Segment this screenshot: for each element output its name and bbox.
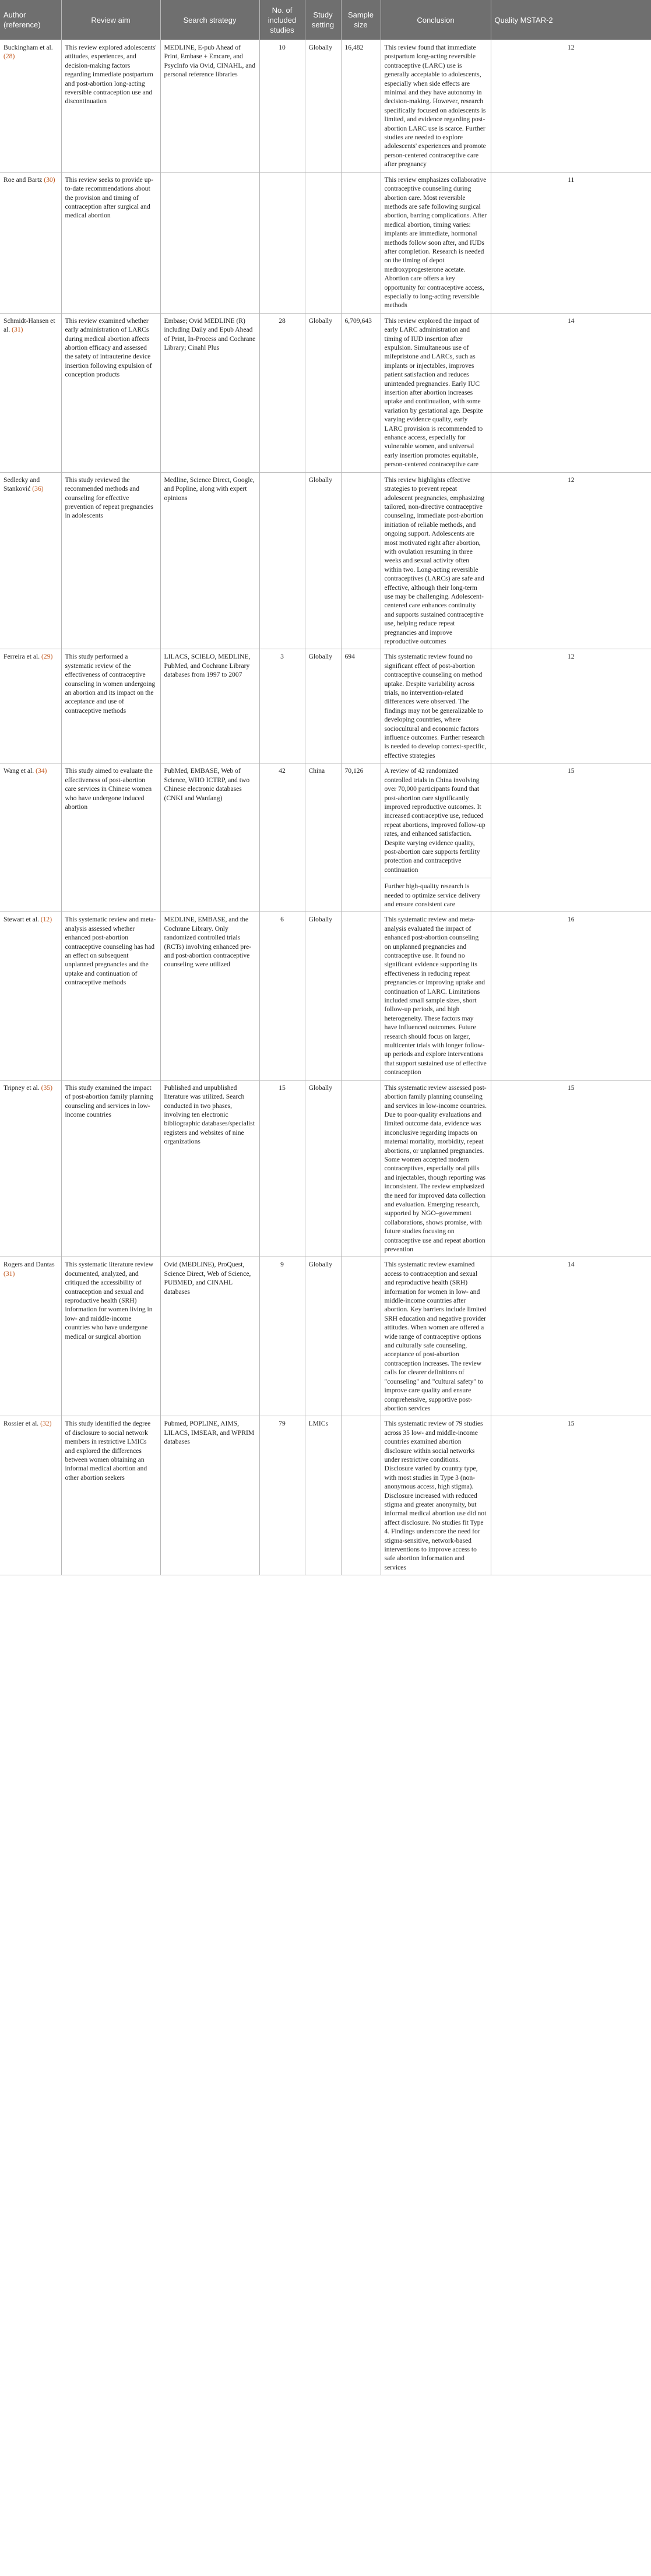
- cell-conclusion: This systematic review assessed post-abortion family planning counseling and services in low-income countries. Due to poor-quality evaluations and limited outcome data, evidence was inconclusive regarding impacts on maternal mortality, morbidity, repeat abortions, or unplanned pregnancies. Some women accepted modern contraceptives, especially oral pills and injectables, though reporting was inconsistent. The review emphasized the need for improved data collection and evaluation. Emerging research, supported by NGO–government collaborations, shows promise, with future studies focusing on contraceptive use and repeat abortion prevention: [381, 1080, 491, 1257]
- cell-aim: This study identified the degree of disclosure to social network members in restrictive LMICs and explored the differences between women obtaining an informal medical abortion and other abortion seekers: [61, 1416, 160, 1575]
- cell-sample: [341, 912, 381, 1080]
- cell-aim: This study performed a systematic review of the effectiveness of contraceptive counseling in women undergoing an abortion and its impact on the acceptance and use of contraceptive methods: [61, 649, 160, 763]
- author-name: Tripney et al.: [3, 1083, 40, 1092]
- cell-aim: This review examined whether early administration of LARCs during medical abortion affects abortion efficacy and assessed the safety of intrauterine device insertion following expulsion of conception products: [61, 313, 160, 472]
- cell-conclusion: This systematic review and meta-analysis evaluated the impact of enhanced post-abortion counseling on unplanned pregnancies and contraceptive use. It found no significant evidence supporting its effectiveness in reducing repeat pregnancies or improving uptake and continuation of LARC. Limitations included small sample sizes, short follow-up periods, and high heterogeneity. These factors may have influenced outcomes. Future research should focus on larger, multicenter trials with longer follow-up periods and explore interventions that support sustained use of effective contraception: [381, 912, 491, 1080]
- cell-author: [0, 763, 61, 912]
- cell-setting: LMICs: [305, 1416, 341, 1575]
- cell-studies: 28: [259, 313, 305, 472]
- table-row: [0, 912, 651, 1080]
- cell-conclusion: This systematic review examined access to contraception and sexual and reproductive health (SRH) information for women in low- and middle-income countries after abortion. Key barriers include limited SRH education and negative provider attitudes. When women are offered a wide range of contraceptive options and culturally safe counseling, acceptance of post-abortion contraception increases. The review calls for clearer definitions of "counseling" and "cultural safety" to improve care quality and ensure comprehensive, supportive post-abortion services: [381, 1257, 491, 1416]
- header-author: Author (reference): [0, 0, 61, 40]
- cell-quality: 11: [491, 172, 651, 313]
- conclusion-note: Further high-quality research is needed to optimize service delivery and ensure consistent care: [381, 878, 491, 909]
- cell-sample: 694: [341, 649, 381, 763]
- table-header: [0, 0, 651, 40]
- table-body: [0, 40, 651, 1575]
- cell-setting: Globally: [305, 40, 341, 173]
- cell-strategy: PubMed, EMBASE, Web of Science, WHO ICTRP, and two Chinese electronic databases (CNKI and Wanfang): [160, 763, 259, 912]
- cell-strategy: MEDLINE, E-pub Ahead of Print, Embase + Emcare, and PsycInfo via Ovid, CINAHL, and personal reference libraries: [160, 40, 259, 173]
- cell-quality: 14: [491, 313, 651, 472]
- cell-strategy: [160, 172, 259, 313]
- cell-author: [0, 172, 61, 313]
- reference-link[interactable]: (36): [32, 485, 44, 493]
- cell-author: [0, 912, 61, 1080]
- table-row: [0, 1416, 651, 1575]
- cell-conclusion: This systematic review found no significant effect of post-abortion contraceptive counseling on method uptake. Despite variability across trials, no intervention-related differences were observed. The findings may not be generalizable to developing countries, where sociocultural and economic factors influence outcomes. Further research is needed to develop context-specific, effective strategies: [381, 649, 491, 763]
- table-row: [0, 172, 651, 313]
- cell-sample: [341, 172, 381, 313]
- header-studies: No. of included studies: [259, 0, 305, 40]
- header-conclusion: Conclusion: [381, 0, 491, 40]
- cell-conclusion: [381, 763, 491, 912]
- cell-author: [0, 40, 61, 173]
- cell-author: [0, 1416, 61, 1575]
- table-row: [0, 1257, 651, 1416]
- cell-sample: [341, 1416, 381, 1575]
- cell-conclusion: This review explored the impact of early LARC administration and timing of IUD insertion after expulsion. Simultaneous use of mifepristone and LARCs, such as implants or injectables, improves patient satisfaction and reduces unintended pregnancies. Early IUC insertion after abortion increases uptake and continuation, with some variation by gestational age. Despite varying evidence quality, early LARC provision is recommended to enhance access, especially for vulnerable women, and universal early insertion promotes equitable, person-centered contraceptive care: [381, 313, 491, 472]
- header-strategy: Search strategy: [160, 0, 259, 40]
- cell-setting: [305, 172, 341, 313]
- cell-quality: 12: [491, 472, 651, 649]
- cell-conclusion: This systematic review of 79 studies across 35 low- and middle-income countries examined abortion disclosure within social networks under restrictive conditions. Disclosure varied by country type, with most studies in Type 3 (non-anonymous access, high stigma). Disclosure increased with reduced stigma and greater anonymity, but informal medical abortion use did not affect disclosure. No studies fit Type 4. Findings underscore the need for stigma-sensitive, network-based interventions to improve access to safe abortion information and services: [381, 1416, 491, 1575]
- table-row: [0, 1080, 651, 1257]
- cell-studies: 9: [259, 1257, 305, 1416]
- cell-quality: 12: [491, 649, 651, 763]
- cell-author: [0, 649, 61, 763]
- cell-studies: [259, 172, 305, 313]
- cell-sample: 16,482: [341, 40, 381, 173]
- cell-setting: Globally: [305, 1080, 341, 1257]
- table-row: [0, 40, 651, 173]
- cell-setting: Globally: [305, 1257, 341, 1416]
- header-sample: Sample size: [341, 0, 381, 40]
- author-name: Rossier et al.: [3, 1420, 39, 1428]
- cell-studies: [259, 472, 305, 649]
- cell-quality: 15: [491, 1080, 651, 1257]
- author-name: Schmidt-Hansen et al.: [3, 316, 55, 334]
- cell-author: [0, 1080, 61, 1257]
- cell-studies: 79: [259, 1416, 305, 1575]
- cell-aim: This review seeks to provide up-to-date recommendations about the provision and timing of contraception after surgical and medical abortion: [61, 172, 160, 313]
- author-name: Roe and Bartz: [3, 175, 43, 184]
- cell-conclusion: This review found that immediate postpartum long-acting reversible contraceptive (LARC) use is generally acceptable to adolescents, especially when side effects are minimal and they have autonomy in decision-making. However, research specifically focused on adolescents is limited, and evidence regarding post-abortion LARC use is scarce. Further studies are needed to explore adolescents' experiences and promote person-centered contraceptive care after pregnancy: [381, 40, 491, 173]
- cell-quality: 15: [491, 1416, 651, 1575]
- author-name: Sedlecky and Stanković: [3, 476, 40, 493]
- header-setting: Study setting: [305, 0, 341, 40]
- cell-author: [0, 313, 61, 472]
- cell-conclusion: This review highlights effective strategies to prevent repeat adolescent pregnancies, emphasizing tailored, non-directive contraceptive counseling, immediate post-abortion initiation of reliable methods, and ongoing support. Adolescents are most motivated right after abortion, with ovulation resuming in three weeks and sexual activity often within two. Long-acting reversible contraceptives (LARCs) are safe and effective, although their long-term use may be challenging. Adolescent-centered care enhances continuity and supports sustained contraceptive use, helping reduce repeat pregnancies and improve reproductive outcomes: [381, 472, 491, 649]
- reference-link[interactable]: (34): [36, 767, 47, 775]
- reference-link[interactable]: (12): [40, 916, 52, 924]
- reference-link[interactable]: (29): [41, 653, 53, 661]
- cell-author: [0, 472, 61, 649]
- cell-strategy: Published and unpublished literature was utilized. Search conducted in two phases, involving ten electronic bibliographic databases/specialist registers and websites of nine organizations: [160, 1080, 259, 1257]
- author-name: Ferreira et al.: [3, 653, 40, 661]
- cell-aim: This study reviewed the recommended methods and counseling for effective prevention of repeat pregnancies in adolescents: [61, 472, 160, 649]
- author-name: Stewart et al.: [3, 916, 39, 924]
- cell-sample: 70,126: [341, 763, 381, 912]
- cell-setting: Globally: [305, 912, 341, 1080]
- cell-strategy: LILACS, SCIELO, MEDLINE, PubMed, and Cochrane Library databases from 1997 to 2007: [160, 649, 259, 763]
- author-name: Rogers and Dantas: [3, 1261, 55, 1269]
- table-row: [0, 763, 651, 912]
- table-row: [0, 313, 651, 472]
- cell-aim: This study examined the impact of post-abortion family planning counseling and services in low-income countries: [61, 1080, 160, 1257]
- cell-quality: 14: [491, 1257, 651, 1416]
- cell-sample: 6,709,643: [341, 313, 381, 472]
- cell-aim: This systematic literature review documented, analyzed, and critiqued the accessibility of contraception and sexual and reproductive health (SRH) information for women living in low- and middle-income countries who have undergone medical or surgical abortion: [61, 1257, 160, 1416]
- reference-link[interactable]: (32): [40, 1420, 52, 1428]
- cell-quality: 15: [491, 763, 651, 912]
- author-name: Buckingham et al.: [3, 44, 53, 51]
- author-name: Wang et al.: [3, 767, 34, 775]
- reference-link[interactable]: (35): [41, 1083, 52, 1092]
- cell-aim: This systematic review and meta-analysis assessed whether enhanced post-abortion contraceptive counseling has had an effect on subsequent unplanned pregnancies and the uptake and continuation of contraceptive methods: [61, 912, 160, 1080]
- cell-sample: [341, 1257, 381, 1416]
- cell-quality: 16: [491, 912, 651, 1080]
- header-aim: Review aim: [61, 0, 160, 40]
- cell-quality: 12: [491, 40, 651, 173]
- cell-studies: 15: [259, 1080, 305, 1257]
- table-row: [0, 472, 651, 649]
- cell-strategy: Ovid (MEDLINE), ProQuest, Science Direct, Web of Science, PUBMED, and CINAHL databases: [160, 1257, 259, 1416]
- table-row: [0, 649, 651, 763]
- reference-link[interactable]: (31): [12, 326, 23, 334]
- cell-setting: Globally: [305, 313, 341, 472]
- cell-strategy: Embase; Ovid MEDLINE (R) including Daily and Epub Ahead of Print, In-Process and Cochrane Library; Cinahl Plus: [160, 313, 259, 472]
- cell-studies: 6: [259, 912, 305, 1080]
- cell-setting: China: [305, 763, 341, 912]
- cell-sample: [341, 1080, 381, 1257]
- reference-link[interactable]: (31): [3, 1269, 15, 1278]
- cell-studies: 3: [259, 649, 305, 763]
- header-quality: Quality MSTAR-2: [491, 0, 651, 40]
- reference-link[interactable]: (28): [3, 52, 15, 61]
- cell-strategy: Medline, Science Direct, Google, and Popline, along with expert opinions: [160, 472, 259, 649]
- cell-studies: 10: [259, 40, 305, 173]
- cell-setting: Globally: [305, 649, 341, 763]
- cell-sample: [341, 472, 381, 649]
- header-row: [0, 0, 651, 40]
- reference-link[interactable]: (30): [44, 175, 55, 184]
- conclusion-main: A review of 42 randomized controlled trials in China involving over 70,000 participants found that post-abortion care significantly improved reproductive outcomes. It increased contraceptive use, reduced repeat abortions, improved follow-up rates, and enhanced satisfaction. Despite varying evidence quality, post-abortion care supports fertility protection and contraceptive continuation: [384, 767, 485, 874]
- cell-strategy: Pubmed, POPLINE, AIMS, LILACS, IMSEAR, and WPRIM databases: [160, 1416, 259, 1575]
- cell-strategy: MEDLINE, EMBASE, and the Cochrane Library. Only randomized controlled trials (RCTs) involving enhanced pre- and post-abortion contraceptive counseling were utilized: [160, 912, 259, 1080]
- cell-author: [0, 1257, 61, 1416]
- cell-aim: This study aimed to evaluate the effectiveness of post-abortion care services in Chinese women who have undergone induced abortion: [61, 763, 160, 912]
- cell-studies: 42: [259, 763, 305, 912]
- cell-conclusion: This review emphasizes collaborative contraceptive counseling during abortion care. Most reversible methods are safe following surgical abortion, barring complications. After medical abortion, timing varies: implants are immediate, hormonal methods follow soon after, and IUDs after completion. Research is needed on the timing of depot medroxyprogesterone acetate. Abortion care offers a key opportunity for contraceptive access, especially to long-acting reversible methods: [381, 172, 491, 313]
- cell-setting: Globally: [305, 472, 341, 649]
- cell-aim: This review explored adolescents' attitudes, experiences, and decision-making factors regarding immediate postpartum and post-abortion long-acting reversible contraception use and discontinuation: [61, 40, 160, 173]
